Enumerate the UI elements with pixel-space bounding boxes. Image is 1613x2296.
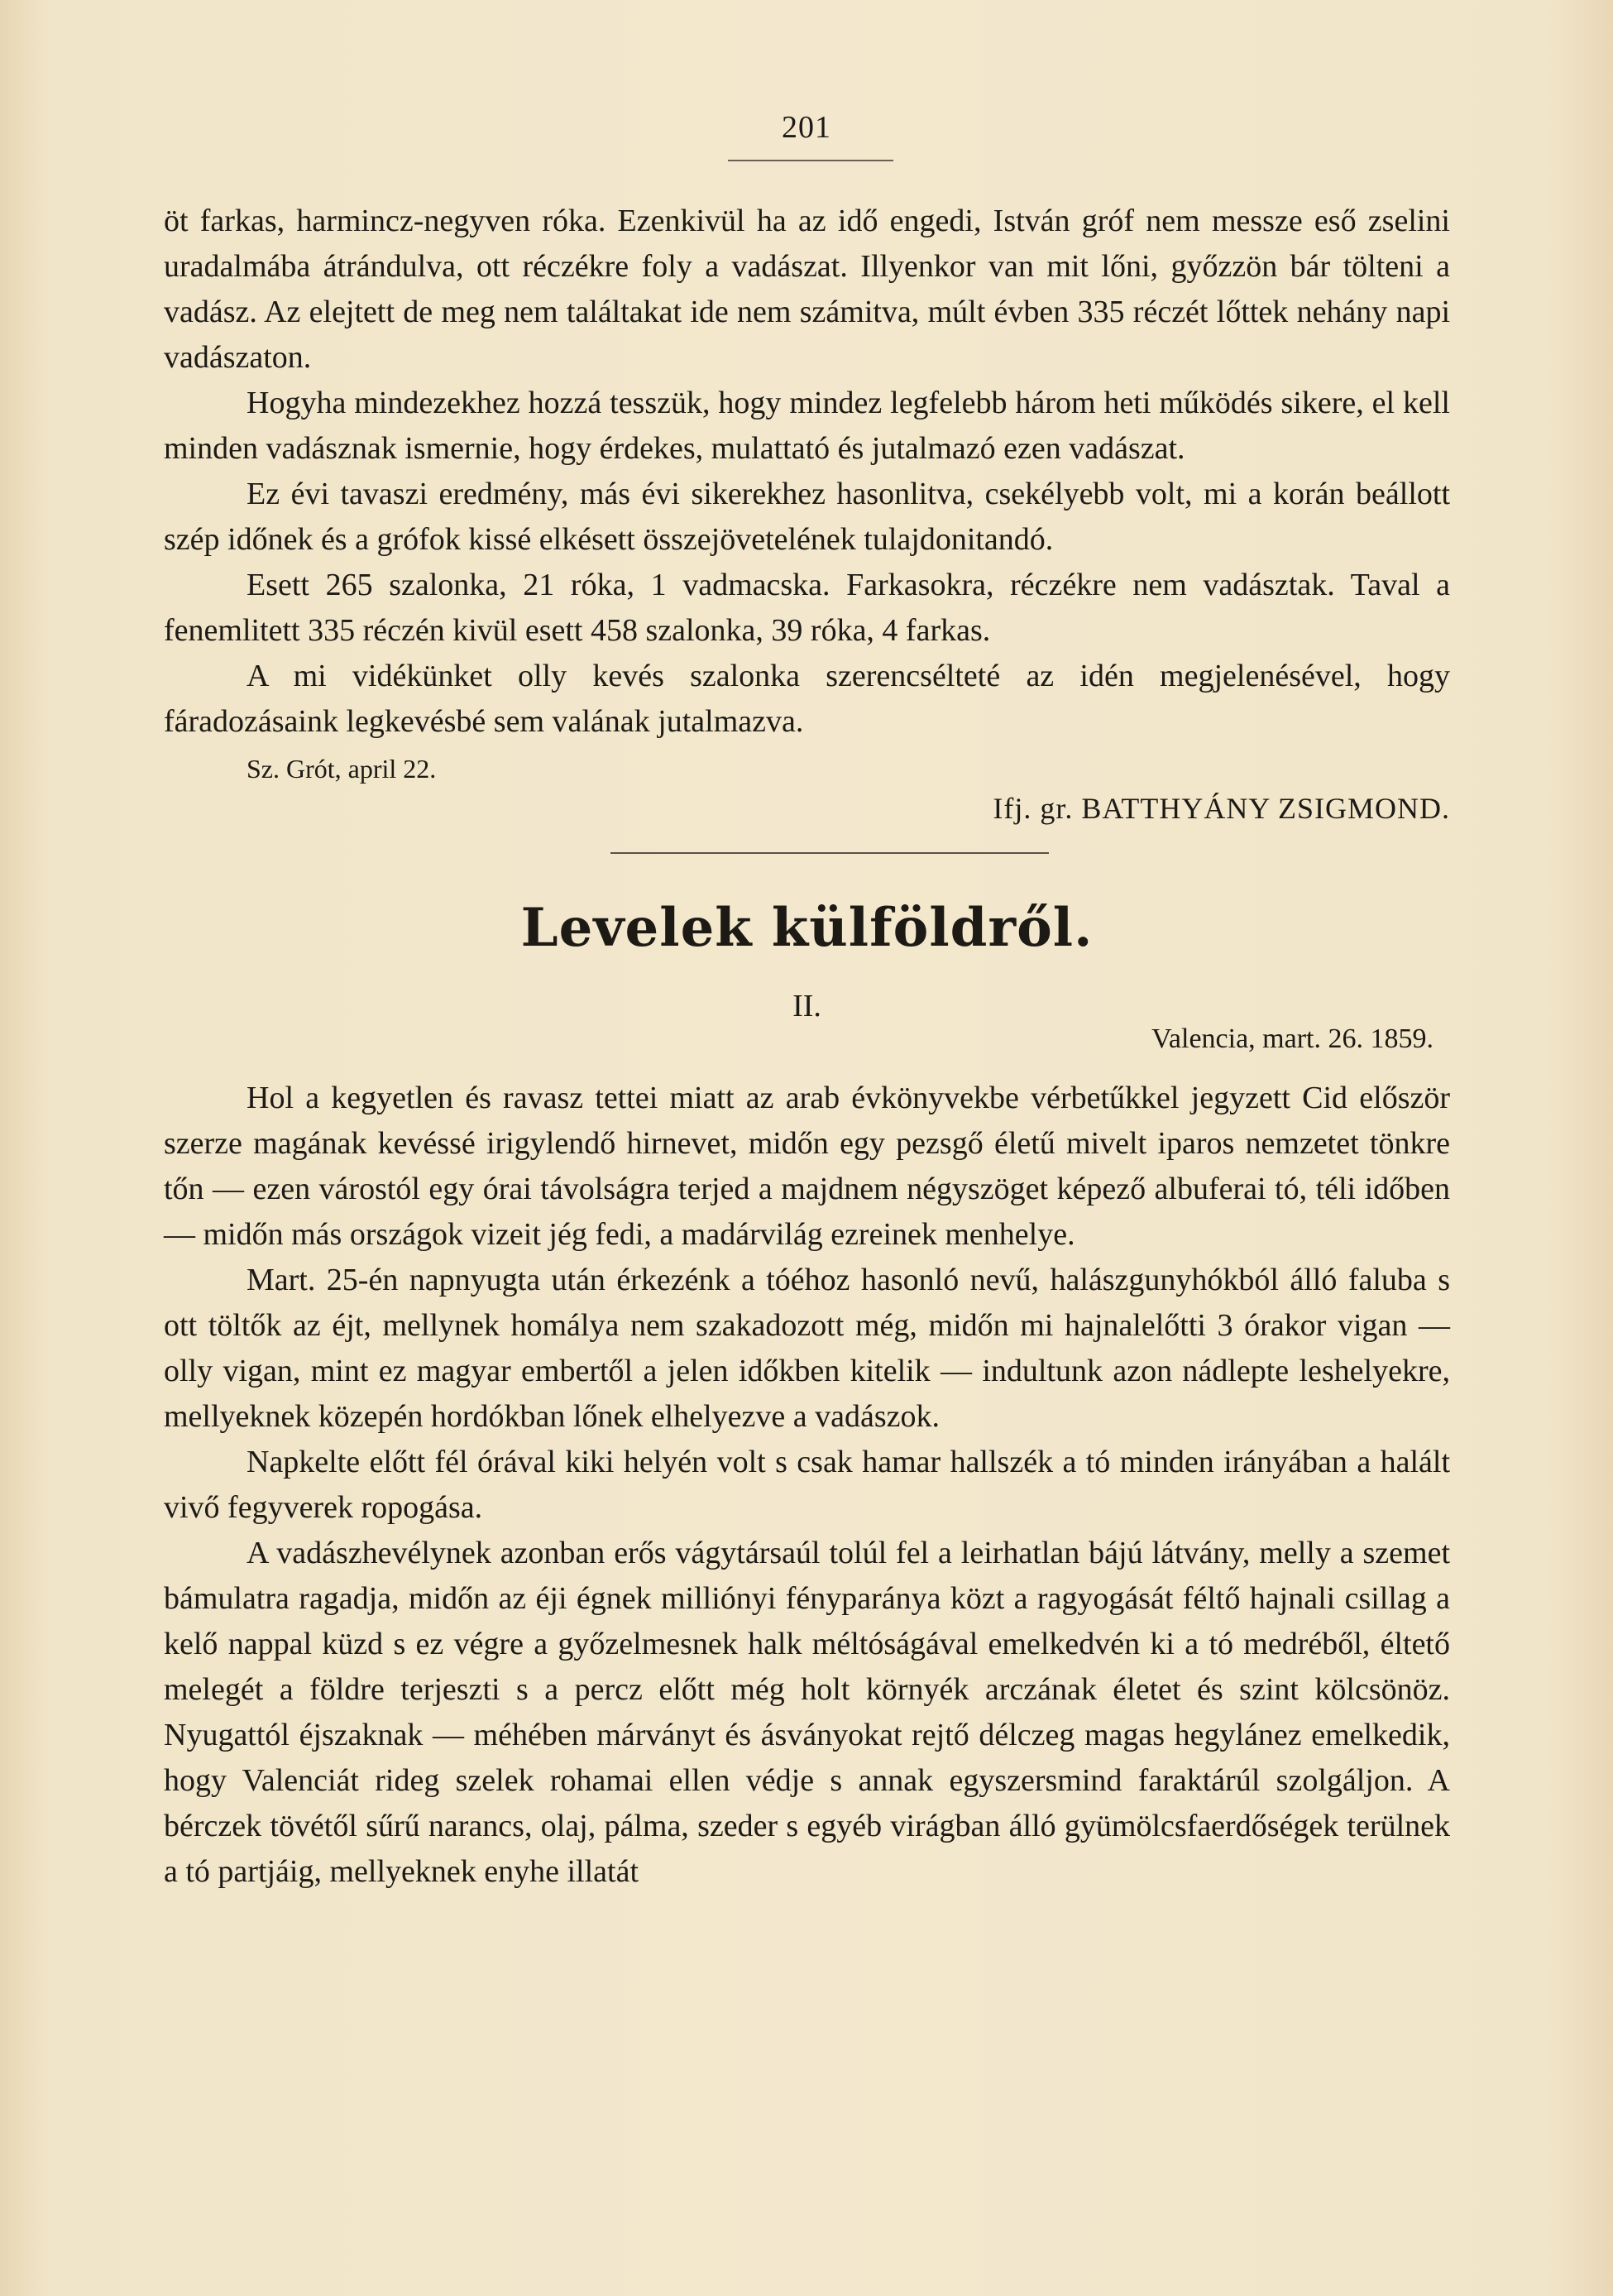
section-separator: [610, 852, 1049, 854]
paragraph: A vadászhevélynek azonban erős vágytársaúl tolúl fel a leirhatlan bájú látvány, melly a szemet bámulatra ragadja, midőn az éji égnek milliónyi fényparánya közt a ragyogását féltő hajnali csillag a kelő nappal küzd s ez végre a győzelmesnek halk méltóságával emelkedvén ki a tó medréből, éltető melegét a földre terjeszti s a percz előtt még holt környék arczának életet és szint kölcsönöz. Nyugattól éjszaknak — méhében márványt és ásványokat rejtő délczeg magas hegylánez emelkedik, hogy Valenciát rideg szelek rohamai ellen védje s annak egyszersmind faraktárúl szolgáljon. A bérczek tövétől sűrű narancs, olaj, pálma, szeder s egyéb virágban álló gyümölcsfaerdőségek terülnek a tó partjáig, mellyeknek enyhe illatát: [164, 1536, 1450, 1889]
signature-block: [164, 745, 1450, 837]
page-number-rule: [728, 160, 893, 161]
paragraph: Ez évi tavaszi eredmény, más évi sikerekhez hasonlitva, csekélyebb volt, mi a korán beállott szép időnek és a grófok kissé elkésett összejövetelének tulajdonitandó.: [164, 477, 1450, 557]
paragraph: Napkelte előtt fél órával kiki helyén volt s csak hamar hallszék a tó minden irányában a halált vivő fegyverek ropogása.: [164, 1445, 1450, 1525]
paragraph: A mi vidékünket olly kevés szalonka szerencsélteté az idén megjelenésével, hogy fáradozásaink legkevésbé sem valának jutalmazva.: [164, 659, 1450, 739]
paragraph: Hogyha mindezekhez hozzá tesszük, hogy mindez legfelebb három heti működés sikere, el kell minden vadásznak ismernie, hogy érdekes, mulattató és jutalmazó ezen vadászat.: [164, 386, 1450, 466]
section-title: Levelek külföldről.: [520, 897, 1094, 959]
paragraph-continuation: öt farkas, harmincz-negyven róka. Ezenkivül ha az idő engedi, István gróf nem messze eső zselini uradalmába átrándulva, ott réczékre foly a vadászat. Illyenkor van mit lőni, győzzön bár tölteni a vadász. Az elejtett de meg nem találtakat ide nem számitva, múlt évben 335 réczét lőttek nehány napi vadászaton.: [164, 204, 1450, 375]
dateline: Valencia, mart. 26. 1859.: [1151, 1023, 1434, 1054]
paragraph: Hol a kegyetlen és ravasz tettei miatt az arab évkönyvekbe vérbetűkkel jegyzett Cid először szerze magának kevéssé irigylendő hirnevet, midőn egy pezsgő életű mivelt iparos nemzetet tönkre tőn — ezen várostól egy órai távolságra terjed a majdnem négyszöget képező albuferai tó, téli időben — midőn más országok vizeit jég fedi, a madárvilág ezreinek menhelye.: [164, 1081, 1450, 1252]
paragraph: Mart. 25-én napnyugta után érkezénk a tóéhoz hasonló nevű, halászgunyhókból álló faluba s ott töltők az éjt, mellynek homálya nem szakadozott még, midőn mi hajnalelőtti 3 órakor vigan — olly vigan, mint ez magyar embertől a jelen időkben kitelik — indultunk azon nádlepte leshelyekre, mellyeknek közepén hordókban lőnek elhelyezve a vadászok.: [164, 1263, 1450, 1434]
paragraph: Esett 265 szalonka, 21 róka, 1 vadmacska. Farkasokra, réczékre nem vadásztak. Taval a fenemlitett 335 réczén kivül esett 458 szalonka, 39 róka, 4 farkas.: [164, 568, 1450, 648]
author-signature: Ifj. gr. BATTHYÁNY ZSIGMOND.: [993, 792, 1450, 825]
place-date: Sz. Grót, april 22.: [246, 754, 437, 784]
section-number: II.: [792, 989, 821, 1023]
page-body: [164, 199, 1450, 1895]
page-number: 201: [782, 110, 831, 145]
